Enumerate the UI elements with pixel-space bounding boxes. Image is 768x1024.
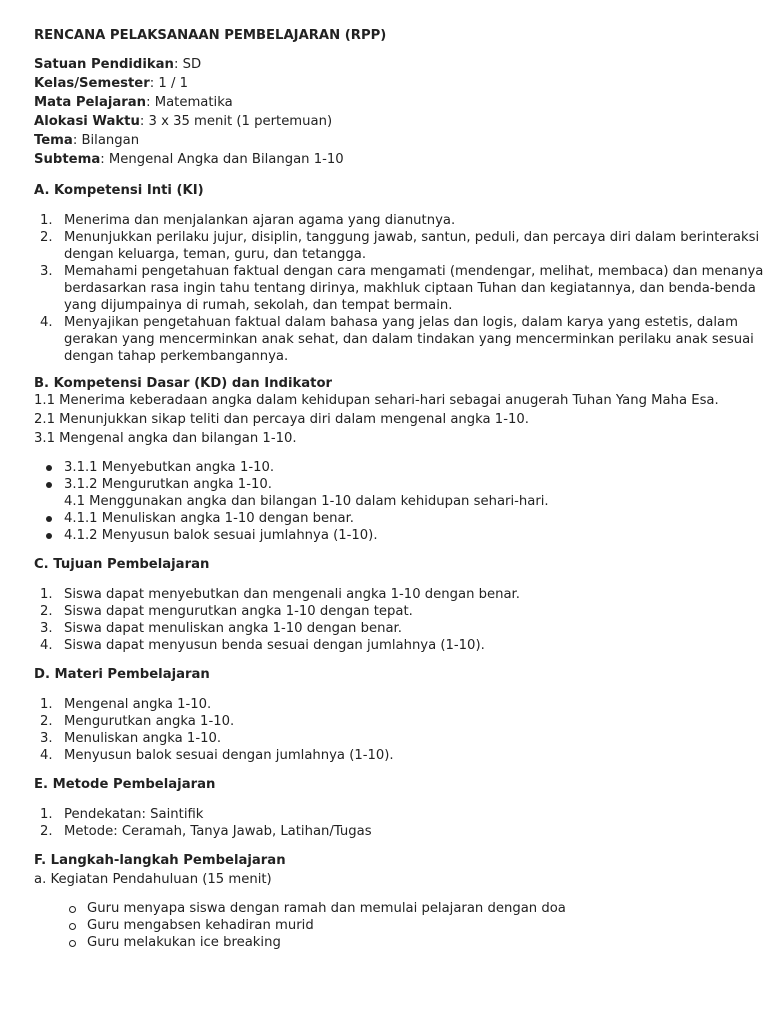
- list-item: [34, 696, 764, 713]
- list-item: [34, 900, 768, 917]
- list-text: Siswa dapat menyusun benda sesuai dengan jumlahnya (1-10).: [64, 638, 485, 653]
- list-item: [34, 713, 764, 730]
- list-number: 1.: [40, 213, 53, 228]
- bullet-icon: [46, 482, 52, 488]
- section-c-heading: C. Tujuan Pembelajaran: [34, 557, 210, 572]
- list-item: [34, 229, 764, 263]
- list-item: [34, 476, 768, 493]
- section-d-list: [34, 696, 768, 764]
- list-text: Siswa dapat menyebutkan dan mengenali angka 1-10 dengan benar.: [64, 587, 520, 602]
- meta-row: [34, 131, 768, 150]
- list-item: [34, 620, 764, 637]
- meta-key: Subtema: [34, 152, 101, 167]
- meta-row: [34, 150, 768, 169]
- list-item: [34, 823, 764, 840]
- circle-bullet-icon: [69, 940, 76, 947]
- list-text: 4.1.2 Menyusun balok sesuai jumlahnya (1-10).: [64, 528, 378, 543]
- list-text: Metode: Ceramah, Tanya Jawab, Latihan/Tugas: [64, 824, 372, 839]
- list-item: [34, 493, 768, 510]
- paragraph: 1.1 Menerima keberadaan angka dalam kehidupan sehari-hari sebagai anugerah Tuhan Yang Maha Esa.: [34, 393, 719, 408]
- list-item: [34, 263, 764, 314]
- meta-value: : Matematika: [146, 95, 233, 110]
- section-e-list: [34, 806, 768, 840]
- meta-value: : 3 x 35 menit (1 pertemuan): [139, 114, 333, 129]
- meta-block: [34, 55, 768, 169]
- meta-key: Tema: [34, 133, 73, 148]
- list-text: Guru mengabsen kehadiran murid: [87, 918, 314, 933]
- bullet-icon: [46, 533, 52, 539]
- meta-value: : Bilangan: [72, 133, 140, 148]
- bullet-icon: [46, 516, 52, 522]
- meta-value: : SD: [173, 57, 202, 72]
- list-text: Pendekatan: Saintifik: [64, 807, 204, 822]
- circle-bullet-icon: [69, 923, 76, 930]
- meta-key: Kelas/Semester: [34, 76, 150, 91]
- list-text: Guru melakukan ice breaking: [87, 935, 281, 950]
- list-text: 4.1.1 Menuliskan angka 1-10 dengan benar.: [64, 511, 354, 526]
- list-item: [34, 459, 768, 476]
- list-item: [34, 934, 768, 951]
- list-text: 3.1.1 Menyebutkan angka 1-10.: [64, 460, 275, 475]
- list-text: Menunjukkan perilaku jujur, disiplin, tanggung jawab, santun, peduli, dan percaya diri dalam berinteraksi dengan keluarga, teman, guru, dan tetangga.: [64, 230, 760, 262]
- list-number: 1.: [40, 587, 53, 602]
- list-text: Menyusun balok sesuai dengan jumlahnya (1-10).: [64, 748, 394, 763]
- section-a-heading: A. Kompetensi Inti (KI): [34, 183, 204, 198]
- list-text: Mengurutkan angka 1-10.: [64, 714, 235, 729]
- paragraph: 3.1 Mengenal angka dan bilangan 1-10.: [34, 431, 297, 446]
- subsection-title: a. Kegiatan Pendahuluan (15 menit): [34, 872, 272, 887]
- list-number: 3.: [40, 621, 53, 636]
- paragraph: 2.1 Menunjukkan sikap teliti dan percaya diri dalam mengenal angka 1-10.: [34, 412, 529, 427]
- list-number: 2.: [40, 230, 53, 245]
- meta-row: [34, 74, 768, 93]
- list-item: [34, 637, 764, 654]
- section-e-heading: E. Metode Pembelajaran: [34, 777, 216, 792]
- section-b-heading: B. Kompetensi Dasar (KD) dan Indikator: [34, 376, 333, 391]
- list-item: [34, 806, 764, 823]
- list-item: [34, 510, 768, 527]
- section-d-heading: D. Materi Pembelajaran: [34, 667, 210, 682]
- list-text: Menyajikan pengetahuan faktual dalam bahasa yang jelas dan logis, dalam karya yang estetis, dalam gerakan yang mencerminkan anak sehat, dan dalam tindakan yang mencerminkan perilaku anak sesuai dengan tahap perkembangannya.: [64, 315, 754, 364]
- list-item: [34, 314, 764, 365]
- meta-row: [34, 55, 768, 74]
- meta-row: [34, 112, 768, 131]
- list-text: Menuliskan angka 1-10.: [64, 731, 222, 746]
- meta-key: Satuan Pendidikan: [34, 57, 174, 72]
- list-text: 3.1.2 Mengurutkan angka 1-10.: [64, 477, 272, 492]
- bullet-icon: [46, 465, 52, 471]
- meta-value: : 1 / 1: [149, 76, 188, 91]
- list-item: [34, 603, 764, 620]
- list-text: 4.1 Menggunakan angka dan bilangan 1-10 dalam kehidupan sehari-hari.: [64, 494, 549, 509]
- meta-key: Mata Pelajaran: [34, 95, 147, 110]
- list-text: Menerima dan menjalankan ajaran agama yang dianutnya.: [64, 213, 456, 228]
- list-number: 2.: [40, 824, 53, 839]
- page-title: RENCANA PELAKSANAAN PEMBELAJARAN (RPP): [34, 28, 387, 43]
- list-item: [34, 586, 764, 603]
- indicator-list: [34, 459, 768, 544]
- list-item: [34, 730, 764, 747]
- list-item: [34, 212, 764, 229]
- list-item: [34, 917, 768, 934]
- meta-value: : Mengenal Angka dan Bilangan 1-10: [100, 152, 344, 167]
- section-a-list: [34, 212, 768, 365]
- list-number: 4.: [40, 638, 53, 653]
- list-number: 4.: [40, 748, 53, 763]
- list-text: Guru menyapa siswa dengan ramah dan memulai pelajaran dengan doa: [87, 901, 566, 916]
- list-number: 1.: [40, 807, 53, 822]
- list-item: [34, 747, 764, 764]
- list-number: 3.: [40, 264, 53, 279]
- section-f-heading: F. Langkah-langkah Pembelajaran: [34, 853, 286, 868]
- list-number: 4.: [40, 315, 53, 330]
- meta-row: [34, 93, 768, 112]
- list-text: Mengenal angka 1-10.: [64, 697, 212, 712]
- section-c-list: [34, 586, 768, 654]
- meta-key: Alokasi Waktu: [34, 114, 140, 129]
- list-number: 2.: [40, 604, 53, 619]
- activity-list: [34, 900, 768, 951]
- list-item: [34, 527, 768, 544]
- circle-bullet-icon: [69, 906, 76, 913]
- list-number: 3.: [40, 731, 53, 746]
- list-text: Memahami pengetahuan faktual dengan cara mengamati (mendengar, melihat, membaca) dan menanya berdasarkan rasa ingin tahu tentang dirinya, makhluk ciptaan Tuhan dan kegiatannya, dan benda-benda yang dijumpainya di rumah, sekolah, dan tempat bermain.: [64, 264, 764, 313]
- list-text: Siswa dapat mengurutkan angka 1-10 dengan tepat.: [64, 604, 413, 619]
- list-number: 1.: [40, 697, 53, 712]
- list-text: Siswa dapat menuliskan angka 1-10 dengan benar.: [64, 621, 402, 636]
- list-number: 2.: [40, 714, 53, 729]
